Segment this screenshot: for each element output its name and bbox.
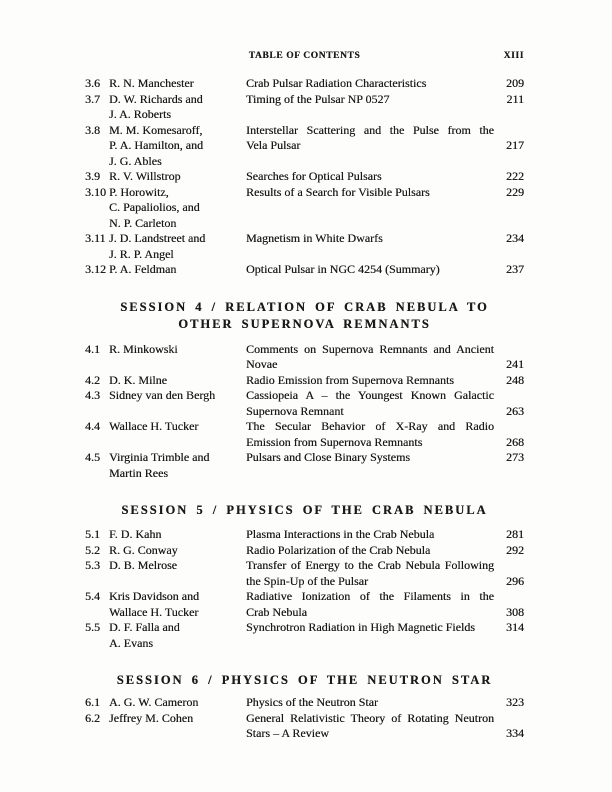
entry-page-number: 217 (506, 138, 524, 152)
author-line: R. G. Conway (109, 542, 178, 557)
entry-number: 3.7 (85, 91, 100, 106)
author-line: A. Evans (109, 635, 153, 650)
title-line: Magnetism in White Dwarfs 234 (246, 231, 524, 245)
entry-row (85, 543, 524, 559)
author-line: D. K. Milne (109, 372, 167, 387)
entry-page-number: 308 (506, 604, 524, 619)
entry-authors (109, 419, 246, 435)
entry-title (246, 388, 524, 419)
entry-number: 3.6 (85, 76, 100, 90)
author-line: Jeffrey M. Cohen (109, 710, 194, 725)
author-line: Wallace H. Tucker (109, 604, 199, 619)
entry-page-number: 323 (506, 695, 524, 709)
entry-number: 3.8 (85, 122, 100, 137)
entry-row (85, 695, 524, 711)
entry-row (85, 342, 524, 373)
toc-sections (85, 76, 524, 742)
entry-authors (109, 620, 246, 651)
entry-row (85, 527, 524, 543)
session-heading-line: SESSION 4 / RELATION OF CRAB NEBULA TO (120, 299, 489, 314)
title-line: The Secular Behavior of X-Ray and Radio (246, 419, 494, 433)
entry-page-number: 229 (506, 184, 524, 199)
entry-page-number: 209 (506, 76, 524, 90)
entry-number: 3.11 (85, 231, 106, 245)
entry-authors (109, 373, 246, 389)
author-line: F. D. Kahn (109, 527, 162, 541)
title-line: Supernova Remnant 263 (246, 403, 524, 418)
author-line: J. G. Ables (109, 153, 162, 168)
title-line: Novae 241 (246, 357, 524, 371)
entry-number: 5.1 (85, 527, 100, 541)
author-line: R. V. Willstrop (109, 169, 181, 183)
entry-title (246, 262, 524, 278)
entry-authors (109, 262, 246, 278)
entry-number: 5.4 (85, 589, 100, 603)
author-line: J. R. P. Angel (109, 246, 174, 261)
entry-authors (109, 388, 246, 404)
entry-row (85, 558, 524, 589)
entry-row (85, 185, 524, 232)
author-line: D. F. Falla and (109, 620, 180, 634)
entry-number: 6.1 (85, 695, 100, 709)
title-line: General Relativistic Theory of Rotating Neutron (246, 710, 494, 725)
title-line: Searches for Optical Pulsars 222 (246, 169, 524, 183)
title-line: Radiative Ionization of the Filaments in the (246, 589, 494, 603)
author-line: Wallace H. Tucker (109, 419, 199, 433)
entry-page-number: 222 (506, 169, 524, 183)
entry-page-number: 248 (506, 372, 524, 387)
entry-title (246, 169, 524, 185)
title-line: Interstellar Scattering and the Pulse from the (246, 122, 494, 137)
entry-title (246, 185, 524, 201)
title-line: Results of a Search for Visible Pulsars 229 (246, 184, 524, 199)
entry-title (246, 527, 524, 543)
entry-number: 6.2 (85, 710, 100, 725)
entry-page-number: 234 (506, 231, 524, 245)
entry-page-number: 263 (506, 403, 524, 418)
title-line: the Spin-Up of the Pulsar 296 (246, 573, 524, 588)
author-line: Sidney van den Bergh (109, 388, 216, 402)
entry-list (85, 342, 524, 482)
entry-title (246, 450, 524, 466)
entry-title (246, 620, 524, 636)
title-line: Vela Pulsar 217 (246, 138, 524, 152)
entry-title (246, 123, 524, 154)
entry-authors (109, 342, 246, 358)
author-line: N. P. Carleton (109, 215, 177, 230)
entry-row (85, 262, 524, 278)
entry-number: 3.9 (85, 169, 100, 183)
entry-title (246, 695, 524, 711)
title-line: Comments on Supernova Remnants and Ancient (246, 341, 494, 356)
toc-section (85, 299, 524, 482)
session-heading (85, 672, 524, 689)
entry-title (246, 92, 524, 108)
entry-title (246, 373, 524, 389)
entry-row (85, 123, 524, 170)
author-line: J. D. Landstreet and (109, 231, 206, 245)
page-content (85, 0, 524, 742)
title-line: Physics of the Neutron Star 323 (246, 695, 524, 709)
author-line: P. A. Hamilton, and (109, 138, 204, 152)
entry-authors (109, 695, 246, 711)
title-line: Emission from Supernova Remnants 268 (246, 434, 524, 449)
entry-authors (109, 92, 246, 123)
author-line: R. Minkowski (109, 341, 178, 356)
entry-page-number: 268 (506, 434, 524, 449)
entry-title (246, 231, 524, 247)
entry-number: 4.5 (85, 450, 100, 464)
entry-authors (109, 527, 246, 543)
author-line: P. Horowitz, (109, 184, 169, 199)
entry-row (85, 711, 524, 742)
toc-section (85, 672, 524, 742)
entry-page-number: 314 (506, 620, 524, 634)
entry-number: 5.3 (85, 558, 100, 572)
entry-row (85, 589, 524, 620)
entry-row (85, 76, 524, 92)
entry-number: 4.2 (85, 372, 100, 387)
title-line: Transfer of Energy to the Crab Nebula Following (246, 558, 494, 572)
entry-title (246, 589, 524, 620)
entry-list (85, 695, 524, 742)
author-line: Virginia Trimble and (109, 450, 210, 464)
entry-title (246, 342, 524, 373)
entry-title (246, 76, 524, 92)
author-line: C. Papaliolios, and (109, 200, 200, 214)
title-line: Radio Polarization of the Crab Nebula 292 (246, 542, 524, 557)
entry-page-number: 237 (506, 262, 524, 276)
title-line: Synchrotron Radiation in High Magnetic Fields 314 (246, 620, 524, 634)
author-line: Kris Davidson and (109, 589, 199, 603)
entry-authors (109, 185, 246, 232)
entry-row (85, 620, 524, 651)
running-head: TABLE OF CONTENTS (248, 51, 361, 61)
title-line: Stars – A Review 334 (246, 726, 524, 740)
entry-row (85, 231, 524, 262)
title-line: Cassiopeia A – the Youngest Known Galactic (246, 388, 494, 402)
title-line: Timing of the Pulsar NP 0527 211 (246, 91, 524, 106)
folio-page-number: XIII (503, 51, 524, 61)
entry-page-number: 296 (506, 573, 524, 588)
title-line: Pulsars and Close Binary Systems 273 (246, 450, 524, 464)
entry-authors (109, 231, 246, 262)
entry-title (246, 558, 524, 589)
title-line: Crab Pulsar Radiation Characteristics 209 (246, 76, 524, 90)
entry-authors (109, 589, 246, 620)
entry-number: 5.5 (85, 620, 100, 634)
author-line: Martin Rees (109, 465, 168, 480)
entry-authors (109, 76, 246, 92)
entry-row (85, 450, 524, 481)
session-heading (85, 502, 524, 519)
session-heading-line: SESSION 5 / PHYSICS OF THE CRAB NEBULA (121, 503, 488, 517)
entry-row (85, 92, 524, 123)
running-head-row (85, 51, 524, 64)
author-line: M. M. Komesaroff, (109, 122, 203, 137)
entry-page-number: 334 (506, 726, 524, 740)
entry-number: 5.2 (85, 542, 100, 557)
entry-row (85, 373, 524, 389)
entry-title (246, 419, 524, 450)
title-line: Optical Pulsar in NGC 4254 (Summary) 237 (246, 262, 524, 276)
session-heading (85, 299, 524, 333)
entry-page-number: 211 (506, 91, 524, 106)
entry-number: 4.3 (85, 388, 100, 402)
entry-row (85, 388, 524, 419)
entry-list (85, 527, 524, 651)
entry-title (246, 543, 524, 559)
author-line: J. A. Roberts (109, 107, 172, 121)
entry-page-number: 241 (506, 357, 524, 371)
title-line: Crab Nebula 308 (246, 604, 524, 619)
entry-number: 3.10 (85, 184, 106, 199)
entry-row (85, 169, 524, 185)
title-line: Plasma Interactions in the Crab Nebula 281 (246, 527, 524, 541)
entry-list (85, 76, 524, 278)
entry-authors (109, 711, 246, 727)
entry-page-number: 281 (506, 527, 524, 541)
entry-authors (109, 123, 246, 170)
title-line: Radio Emission from Supernova Remnants 248 (246, 372, 524, 387)
author-line: D. W. Richards and (109, 91, 203, 106)
session-heading-line: SESSION 6 / PHYSICS OF THE NEUTRON STAR (116, 673, 493, 687)
toc-section (85, 502, 524, 651)
entry-authors (109, 450, 246, 481)
entry-page-number: 292 (506, 542, 524, 557)
author-line: A. G. W. Cameron (109, 695, 199, 709)
entry-number: 4.1 (85, 341, 100, 356)
author-line: P. A. Feldman (109, 262, 177, 276)
entry-number: 3.12 (85, 262, 106, 276)
toc-section (85, 76, 524, 278)
session-heading-line: OTHER SUPERNOVA REMNANTS (178, 316, 431, 331)
author-line: D. B. Melrose (109, 558, 177, 572)
entry-authors (109, 169, 246, 185)
entry-authors (109, 543, 246, 559)
entry-page-number: 273 (506, 450, 524, 464)
entry-number: 4.4 (85, 419, 100, 433)
entry-title (246, 711, 524, 742)
author-line: R. N. Manchester (109, 76, 194, 90)
entry-row (85, 419, 524, 450)
entry-authors (109, 558, 246, 574)
